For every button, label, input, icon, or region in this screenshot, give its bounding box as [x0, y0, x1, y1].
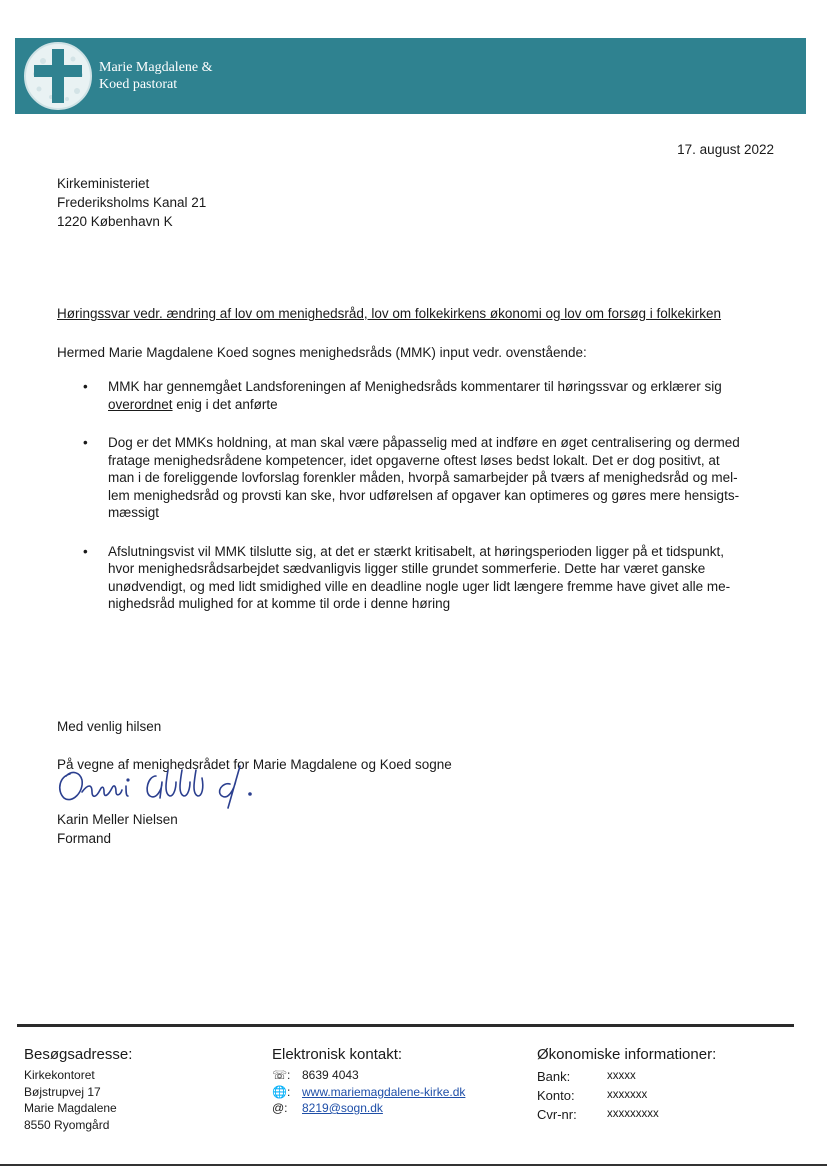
recipient-line: Frederiksholms Kanal 21 [57, 195, 207, 210]
account-label: Konto: [537, 1088, 575, 1103]
contact-heading: Elektronisk kontakt: [272, 1046, 403, 1063]
bullet-dot: • [83, 379, 88, 394]
visit-address-line: Marie Magdalene [24, 1101, 117, 1115]
finance-heading: Økonomiske informationer: [537, 1046, 717, 1063]
underlined-word: overordnet [108, 396, 173, 412]
bullet-line: Dog er det MMKs holdning, at man skal være påpasselig med at indføre en øget centralisering og dermed [108, 435, 740, 450]
bullet-line: hvor menighedsrådsarbejdet sædvanligvis ligger stille grundet sommerferie. Dette har været ganske [108, 561, 706, 576]
signer-name: Karin Meller Nielsen [57, 812, 178, 827]
visit-address-line: Bøjstrupvej 17 [24, 1084, 101, 1099]
cross-emblem-icon [23, 41, 93, 111]
bullet-line: fratage menighedsrådene kompetencer, idet opgaverne oftest løses bedst lokalt. Det er dog positivt, at [108, 452, 720, 468]
website-label: 🌐: [272, 1084, 291, 1099]
bank-row [537, 1067, 716, 1086]
phone-label: ☏: [272, 1068, 291, 1082]
cvr-value: xxxxxxxxx [607, 1108, 659, 1120]
phone-row [272, 1067, 465, 1084]
bullet-line: mæssigt [108, 505, 160, 520]
visit-address-column [24, 1045, 132, 1133]
bullet-text: enig i det anførte [172, 396, 278, 412]
bullet-list [80, 378, 770, 634]
signer-title: Formand [57, 831, 112, 846]
org-name-line-2: Koed pastorat [99, 77, 178, 92]
bank-value: xxxxx [607, 1070, 636, 1082]
bullet-line: lem menighedsråd og provsti kan ske, hvor udførelsen af opgaver kan optimeres og gøres mere hensigts- [108, 487, 740, 503]
bullet-dot: • [83, 435, 88, 450]
letter-date: 17. august 2022 [677, 142, 774, 157]
recipient-line: Kirkeministeriet [57, 176, 150, 191]
recipient-line: 1220 København K [57, 214, 173, 229]
closing-greeting: Med venlig hilsen [57, 719, 162, 734]
bullet-line [108, 396, 770, 414]
on-behalf-line: På vegne af menighedsrådet for Marie Magdalene og Koed sogne [57, 757, 452, 772]
org-name-line-1: Marie Magdalene & [99, 60, 213, 75]
bullet-line: nighedsråd mulighed for at komme til orde i denne høring [108, 596, 451, 611]
signer-block [57, 810, 178, 848]
email-label: @: [272, 1101, 288, 1115]
phone-icon: ☏ [272, 1068, 288, 1082]
organization-name [99, 59, 213, 93]
globe-icon: 🌐 [272, 1084, 287, 1099]
bullet-dot: • [83, 543, 88, 559]
website-link[interactable]: www.mariemagdalene-kirke.dk [302, 1084, 466, 1099]
finance-column [537, 1045, 716, 1124]
visit-address-line: 8550 Ryomgård [24, 1117, 110, 1132]
bullet-line: unødvendigt, og med lidt smidighed ville en deadline nogle uger lidt længere fremme have givet alle me- [108, 578, 731, 594]
signature-icon [52, 762, 282, 814]
bottom-edge-line [0, 1164, 827, 1166]
bullet-item [80, 434, 770, 522]
contact-column [272, 1045, 465, 1117]
website-row [272, 1084, 465, 1101]
bank-label: Bank: [537, 1069, 571, 1084]
bullet-line: Afslutningsvist vil MMK tilslutte sig, at det er stærkt kritisabelt, at høringsperioden ligger på et tidspunkt, [108, 543, 725, 559]
letter-intro: Hermed Marie Magdalene Koed sognes menighedsråds (MMK) input vedr. ovenstående: [57, 345, 587, 360]
visit-address-line: Kirkekontoret [24, 1068, 95, 1082]
bullet-line: MMK har gennemgået Landsforeningen af Menighedsråds kommentarer til høringssvar og erklærer sig [108, 379, 722, 394]
letter-subject: Høringssvar vedr. ændring af lov om menighedsråd, lov om folkekirkens økonomi og lov om forsøg i folkekirken [57, 306, 722, 321]
account-value: xxxxxxx [607, 1089, 648, 1101]
email-link[interactable]: 8219@sogn.dk [302, 1101, 383, 1115]
account-row [537, 1086, 716, 1105]
cvr-row [537, 1105, 716, 1124]
recipient-address [57, 174, 206, 231]
bullet-line: man i de foreliggende lovforslag forenkler måden, hvorpå samarbejder på tværs af menighedsråd og mel- [108, 470, 738, 485]
bullet-item [80, 543, 770, 613]
bullet-item [80, 378, 770, 413]
email-row [272, 1100, 465, 1117]
visit-address-heading: Besøgsadresse: [24, 1046, 133, 1063]
footer-divider [17, 1024, 794, 1027]
phone-number: 8639 4043 [302, 1068, 359, 1082]
cvr-label: Cvr-nr: [537, 1107, 577, 1122]
